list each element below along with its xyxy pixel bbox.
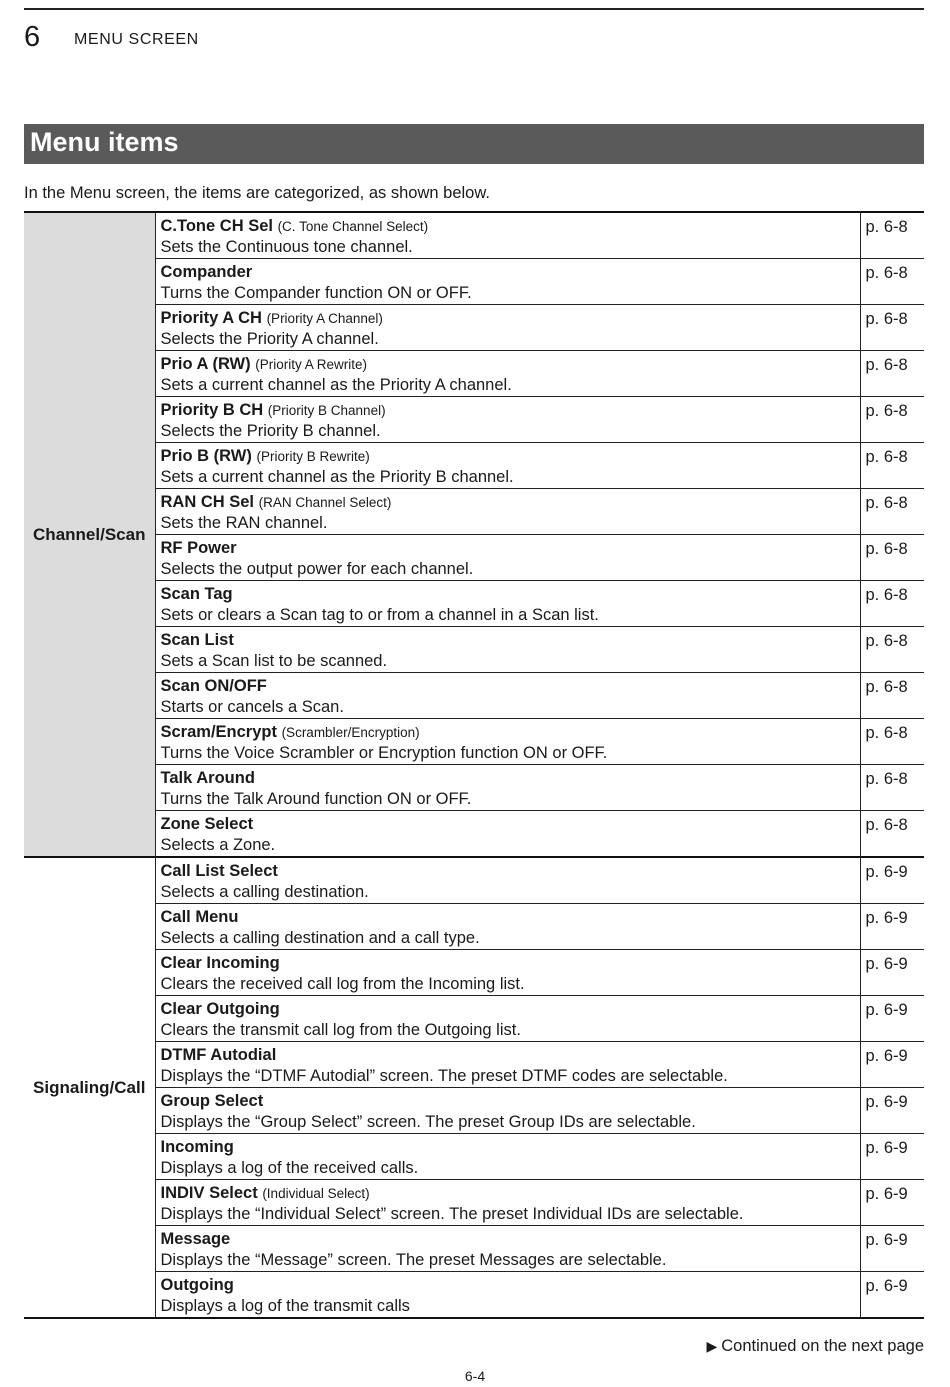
item-cell: [155, 1226, 860, 1272]
table-row: [24, 351, 924, 397]
item-name-line: [161, 213, 860, 237]
item-cell: [155, 1042, 860, 1088]
table-row: [24, 719, 924, 765]
item-name: Prio B (RW): [160, 447, 252, 465]
item-cell: [155, 765, 860, 811]
item-cell: [155, 305, 860, 351]
item-name-line: [161, 1088, 860, 1112]
page-reference: p. 6-8: [860, 305, 924, 351]
item-cell: [155, 397, 860, 443]
page-reference: p. 6-8: [860, 212, 924, 259]
item-cell: [155, 1272, 860, 1319]
item-name-line: [161, 811, 860, 835]
page-reference: p. 6-9: [860, 996, 924, 1042]
item-description: Selects a calling destination.: [160, 883, 369, 901]
item-name-line: [161, 673, 860, 697]
page-reference: p. 6-8: [860, 581, 924, 627]
item-cell: [155, 996, 860, 1042]
item-cell: [155, 811, 860, 858]
item-name: Clear Outgoing: [160, 1000, 280, 1018]
page-reference: p. 6-9: [860, 1180, 924, 1226]
item-cell: [155, 1088, 860, 1134]
item-cell: [155, 1134, 860, 1180]
page-reference: p. 6-8: [860, 351, 924, 397]
table-row: [24, 1042, 924, 1088]
item-name: Scan List: [160, 631, 234, 649]
table-row: [24, 1226, 924, 1272]
item-description: Sets a current channel as the Priority A channel.: [160, 376, 512, 394]
table-row: [24, 1088, 924, 1134]
item-description: Sets the RAN channel.: [160, 514, 328, 532]
item-description: Turns the Talk Around function ON or OFF.: [160, 790, 472, 808]
page-reference: p. 6-8: [860, 397, 924, 443]
table-row: [24, 581, 924, 627]
item-description: Selects the Priority A channel.: [160, 330, 379, 348]
table-row: [24, 397, 924, 443]
item-name: Scan Tag: [160, 585, 233, 603]
item-name: Call Menu: [160, 908, 239, 926]
item-cell: [155, 581, 860, 627]
table-row: [24, 904, 924, 950]
page-reference: p. 6-8: [860, 627, 924, 673]
item-name-line: [161, 950, 860, 974]
item-description: Displays a log of the received calls.: [160, 1159, 419, 1177]
table-row: [24, 489, 924, 535]
item-name-line: [161, 858, 860, 882]
item-name: Message: [160, 1230, 231, 1248]
item-name-line: [161, 489, 860, 513]
item-name: C.Tone CH Sel: [160, 217, 273, 235]
item-description: Displays the “Group Select” screen. The preset Group IDs are selectable.: [160, 1113, 696, 1131]
header-rule: [24, 8, 924, 10]
item-cell: [155, 489, 860, 535]
table-row: [24, 857, 924, 904]
item-description: Selects a calling destination and a call type.: [160, 929, 480, 947]
item-name: Priority B CH: [160, 401, 264, 419]
item-subtitle: (Scrambler/Encryption): [281, 725, 420, 740]
table-row: [24, 305, 924, 351]
item-name-line: [161, 627, 860, 651]
continued-text: Continued on the next page: [721, 1337, 924, 1355]
item-description: Turns the Compander function ON or OFF.: [160, 284, 472, 302]
item-name-line: [161, 996, 860, 1020]
item-cell: [155, 1180, 860, 1226]
item-name-line: [161, 719, 860, 743]
item-name-line: [161, 443, 860, 467]
item-description: Sets a Scan list to be scanned.: [160, 652, 388, 670]
table-row: [24, 259, 924, 305]
item-cell: [155, 212, 860, 259]
right-arrow-icon: ▶: [706, 1338, 718, 1354]
page-reference: p. 6-8: [860, 765, 924, 811]
table-row: [24, 1180, 924, 1226]
table-row: [24, 996, 924, 1042]
page-reference: p. 6-8: [860, 489, 924, 535]
item-subtitle: (Priority B Rewrite): [256, 449, 370, 464]
table-row: [24, 443, 924, 489]
item-name-line: [161, 1272, 860, 1296]
page-reference: p. 6-9: [860, 1272, 924, 1319]
page-reference: p. 6-9: [860, 950, 924, 996]
item-name-line: [161, 259, 860, 283]
item-description: Turns the Voice Scrambler or Encryption function ON or OFF.: [160, 744, 608, 762]
item-name: Scram/Encrypt: [160, 723, 277, 741]
item-cell: [155, 857, 860, 904]
chapter-number: 6: [24, 21, 41, 53]
page-reference: p. 6-8: [860, 535, 924, 581]
item-name-line: [161, 581, 860, 605]
table-row: [24, 1272, 924, 1319]
item-name: Outgoing: [160, 1276, 234, 1294]
item-name: Prio A (RW): [160, 355, 251, 373]
table-row: [24, 627, 924, 673]
item-description: Sets the Continuous tone channel.: [160, 238, 413, 256]
table-row: [24, 950, 924, 996]
page-reference: p. 6-9: [860, 1042, 924, 1088]
item-name-line: [161, 1134, 860, 1158]
page-reference: p. 6-8: [860, 811, 924, 858]
item-name-line: [161, 1042, 860, 1066]
item-name-line: [161, 397, 860, 421]
item-name: Talk Around: [160, 769, 255, 787]
page-reference: p. 6-9: [860, 904, 924, 950]
chapter-title: MENU SCREEN: [74, 31, 199, 48]
item-name: DTMF Autodial: [160, 1046, 277, 1064]
item-description: Displays a log of the transmit calls: [160, 1297, 410, 1315]
item-cell: [155, 351, 860, 397]
item-description: Sets a current channel as the Priority B channel.: [160, 468, 514, 486]
item-name-line: [161, 765, 860, 789]
item-name-line: [161, 351, 860, 375]
item-name: Zone Select: [160, 815, 254, 833]
item-cell: [155, 719, 860, 765]
item-description: Selects a Zone.: [160, 836, 276, 854]
item-cell: [155, 627, 860, 673]
item-name-line: [161, 535, 860, 559]
table-row: [24, 212, 924, 259]
item-description: Displays the “Individual Select” screen. The preset Individual IDs are selectable.: [160, 1205, 744, 1223]
continued-note: [706, 1336, 924, 1356]
item-cell: [155, 904, 860, 950]
item-name: RF Power: [160, 539, 237, 557]
table-row: [24, 765, 924, 811]
item-cell: [155, 535, 860, 581]
item-cell: [155, 673, 860, 719]
page-reference: p. 6-8: [860, 259, 924, 305]
item-subtitle: (Individual Select): [262, 1186, 370, 1201]
page-reference: p. 6-9: [860, 1226, 924, 1272]
item-name-line: [161, 904, 860, 928]
page-reference: p. 6-8: [860, 673, 924, 719]
table-row: [24, 811, 924, 858]
item-subtitle: (RAN Channel Select): [258, 495, 392, 510]
item-name: Call List Select: [160, 862, 278, 880]
category-cell: Signaling/Call: [24, 857, 155, 1318]
item-cell: [155, 443, 860, 489]
table-row: [24, 535, 924, 581]
table-row: [24, 1134, 924, 1180]
item-name-line: [161, 1226, 860, 1250]
item-description: Selects the output power for each channel.: [160, 560, 474, 578]
item-description: Clears the received call log from the Incoming list.: [160, 975, 525, 993]
item-name: Scan ON/OFF: [160, 677, 267, 695]
item-cell: [155, 950, 860, 996]
item-subtitle: (Priority A Channel): [266, 311, 383, 326]
item-name: Clear Incoming: [160, 954, 280, 972]
intro-text: In the Menu screen, the items are categorized, as shown below.: [24, 184, 490, 202]
item-name: Compander: [160, 263, 253, 281]
item-subtitle: (Priority B Channel): [267, 403, 386, 418]
item-subtitle: (Priority A Rewrite): [255, 357, 368, 372]
page-reference: p. 6-9: [860, 1088, 924, 1134]
page-reference: p. 6-9: [860, 857, 924, 904]
category-cell: Channel/Scan: [24, 212, 155, 857]
table-row: [24, 673, 924, 719]
item-name: Group Select: [160, 1092, 264, 1110]
page-number: 6-4: [464, 1368, 486, 1384]
item-name: INDIV Select: [160, 1184, 258, 1202]
item-name: RAN CH Sel: [160, 493, 255, 511]
item-description: Clears the transmit call log from the Outgoing list.: [160, 1021, 521, 1039]
page-reference: p. 6-8: [860, 719, 924, 765]
page-reference: p. 6-8: [860, 443, 924, 489]
item-description: Displays the “DTMF Autodial” screen. The preset DTMF codes are selectable.: [160, 1067, 728, 1085]
item-subtitle: (C. Tone Channel Select): [277, 219, 429, 234]
item-cell: [155, 259, 860, 305]
item-description: Starts or cancels a Scan.: [160, 698, 344, 716]
menu-items-table: [24, 211, 924, 1319]
item-name-line: [161, 1180, 860, 1204]
item-name-line: [161, 305, 860, 329]
item-description: Displays the “Message” screen. The preset Messages are selectable.: [160, 1251, 667, 1269]
item-name: Priority A CH: [160, 309, 262, 327]
page-reference: p. 6-9: [860, 1134, 924, 1180]
item-description: Sets or clears a Scan tag to or from a channel in a Scan list.: [160, 606, 599, 624]
item-name: Incoming: [160, 1138, 234, 1156]
section-title: Menu items: [24, 124, 924, 164]
item-description: Selects the Priority B channel.: [160, 422, 381, 440]
